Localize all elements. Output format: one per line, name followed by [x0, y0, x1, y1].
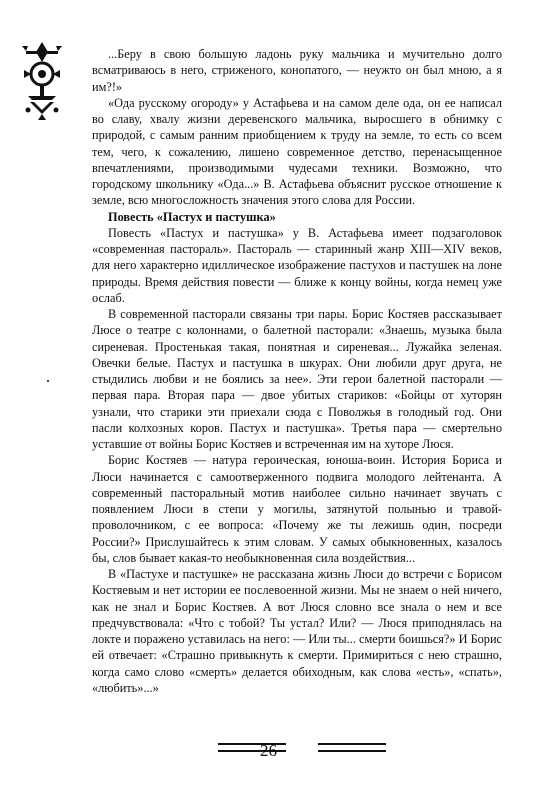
- paragraph: «Ода русскому огороду» у Астафьева и на самом деле ода, он ее написал во славу, хвалу жизни деревенского мальчика, выросшего в обнимку с природой, с самым ранним приобщением к труду на земле, то есть со всем тем, чего, к сожалению, лишено современное детство, перенасыщенное впечатлениями, производимыми чудесами техники. Возможно, что городскому школьнику «Ода...» В. Астафьева объяснит русское отношение к земле, всю многосложность значения этого слова для России.: [92, 95, 502, 208]
- paragraph: ...Беру в свою большую ладонь руку мальчика и мучительно долго всматриваюсь в него, стриженого, конопатого, — неужто он был мною, а я им?!»: [92, 47, 502, 94]
- paragraph: В «Пастухе и пастушке» не рассказана жизнь Люси до встречи с Борисом Костяевым и нет истории ее послевоенной жизни. Мы не знаем о ней ничего, как не знал и Борис Костяев. А вот Люся словно все знала о нем и все предчувствовала: «Что с тобой? Ты устал? Или? — Люся приподнялась на локте и поражено уставилась на него: — Или ты... смерти боишься?» И Борис ей отвечает: «Страшно привыкнуть к смерти. Примириться с нею страшно, когда само слово «смерть» делается обиходным, как слова «есть», «спать», «любить»...»: [92, 567, 502, 695]
- main-text: [92, 46, 502, 696]
- paragraph: Повесть «Пастух и пастушка» у В. Астафьева имеет подзаголовок «современная пастораль». Пастораль — старинный жанр XIII—XIV веков, для него характерно идиллическое изображение пастухов и пастушек на лоне природы. Время действия повести — ближе к концу войны, когда немец уже ослаб.: [92, 225, 502, 305]
- folk-ornament-icon: [22, 40, 62, 122]
- stray-mark: [47, 380, 49, 382]
- page-number: 26: [260, 741, 277, 760]
- paragraph: В современной пасторали связаны три пары. Борис Костяев рассказывает Люсе о театре с колоннами, о балетной пасторали: «Знаешь, музыка была сиреневая. Простенькая такая, понятная и сиреневая... Лужайка зеленая. Овечки белые. Пастух и пастушка в шкурах. Они любили друг друга, не стыдились любви и не боялись за нее». Эти герои балетной пасторали — первая пара. Вторая пара — двое убитых стариков: «Бойцы от хуторян узнали, что старики эти приехали сюда с Поволжья в голодный год. Они пасли колхозных коров. Пастух и пастушка». Третья пара — смертельно уставшие от войны Борис Костяев и встреченная им на хуторе Люся.: [92, 307, 502, 451]
- paragraph: Борис Костяев — натура героическая, юноша-воин. История Бориса и Люси начинается с самоотверженного подвига молодого лейтенанта. А современный пасторальный мотив наиболее сильно начинает звучать с появлением Люси в степи у могилы, затянутой полынью и травой-проволочником, с ее вопроса: «Почему же ты лежишь один, посреди России?» Прислушайтесь к этим словам. У самых обыкновенных, казалось бы, слов бывает какая-то необыкновенная сила воздействия...: [92, 453, 502, 565]
- page-footer: [0, 737, 537, 767]
- section-heading: Повесть «Пастух и пастушка»: [108, 209, 276, 224]
